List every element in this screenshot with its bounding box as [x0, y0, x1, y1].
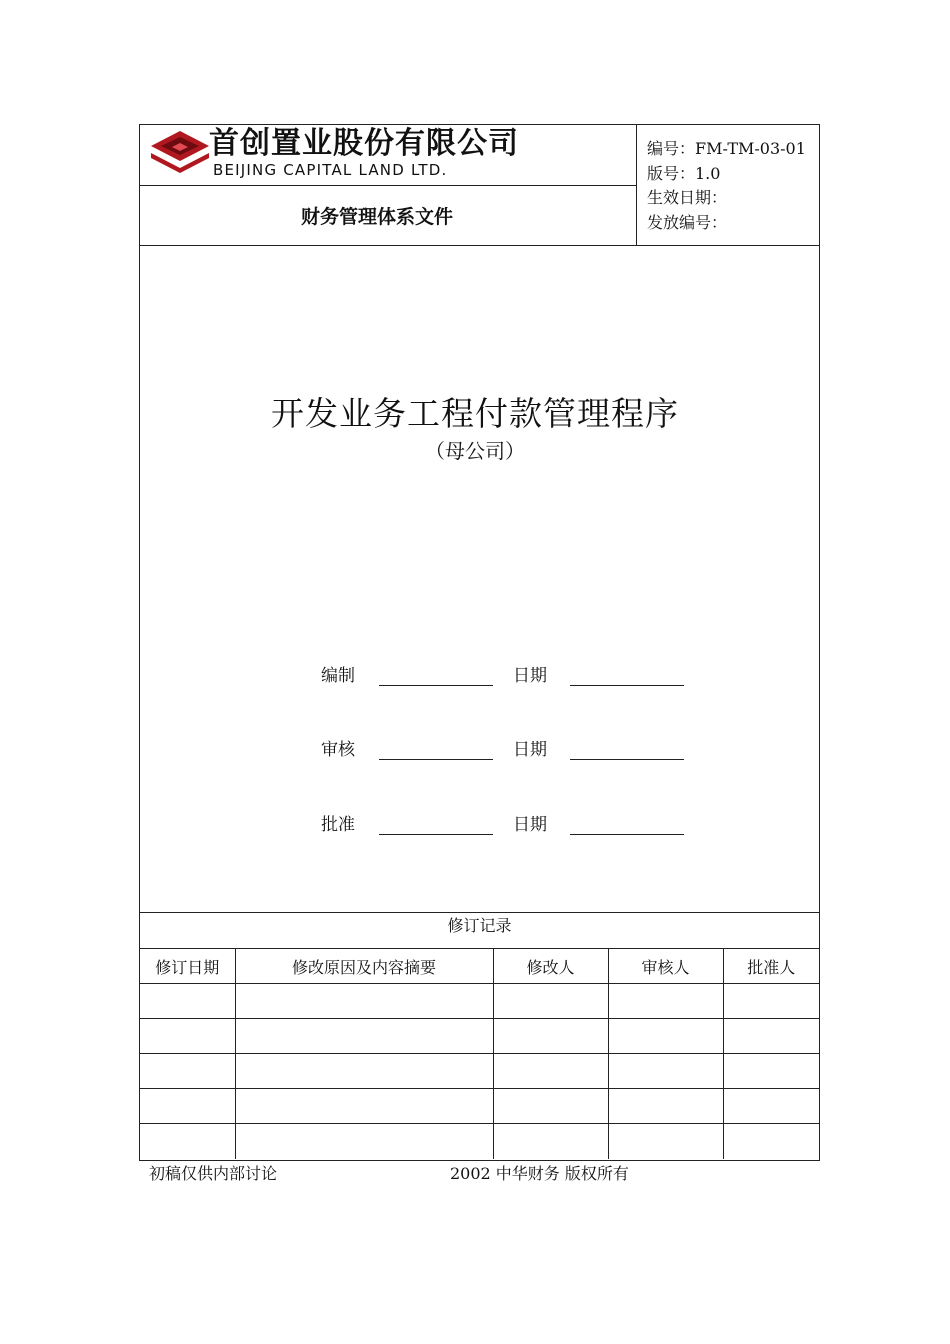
table-cell[interactable]: [140, 1054, 235, 1089]
table-cell[interactable]: [235, 1089, 493, 1124]
doc-number: 编号：FM-TM-03-01: [647, 139, 806, 158]
document-subtitle: （母公司）: [425, 439, 525, 463]
table-cell[interactable]: [493, 1054, 608, 1089]
signature-date-line[interactable]: [570, 759, 684, 760]
table-cell[interactable]: [723, 1089, 819, 1124]
company-name-en: BEIJING CAPITAL LAND LTD.: [213, 161, 448, 179]
signature-date-line[interactable]: [570, 685, 684, 686]
revision-header-approver: 批准人: [723, 949, 819, 984]
table-cell[interactable]: [140, 1019, 235, 1054]
table-cell[interactable]: [140, 1124, 235, 1159]
table-row: [140, 1089, 819, 1124]
company-name-cn: 首创置业股份有限公司: [209, 126, 519, 161]
table-cell[interactable]: [235, 1054, 493, 1089]
logo-cell: [140, 125, 637, 186]
system-name: 财务管理体系文件: [300, 206, 453, 228]
footer-draft-note: 初稿仅供内部讨论: [149, 1164, 278, 1183]
revision-header-date: 修订日期: [140, 949, 235, 984]
issue-number: 发放编号：: [647, 212, 728, 232]
signature-name-line[interactable]: [379, 834, 493, 835]
table-cell[interactable]: [723, 984, 819, 1019]
revision-header-modifier: 修改人: [493, 949, 608, 984]
table-row: [140, 1019, 819, 1054]
document-title: 开发业务工程付款管理程序: [271, 394, 679, 433]
table-cell[interactable]: [723, 1054, 819, 1089]
document-frame: [139, 124, 820, 1161]
revision-header-reason: 修改原因及内容摘要: [235, 949, 493, 984]
table-cell[interactable]: [235, 1124, 493, 1159]
system-name-cell: [140, 186, 637, 246]
table-cell[interactable]: [608, 1089, 723, 1124]
company-logo-icon: [149, 129, 211, 175]
table-row: [140, 1054, 819, 1089]
table-cell[interactable]: [723, 1019, 819, 1054]
signature-date-label: 日期: [513, 815, 547, 835]
signature-date-line[interactable]: [570, 834, 684, 835]
table-cell[interactable]: [608, 1054, 723, 1089]
table-row: [140, 1124, 819, 1159]
table-cell[interactable]: [140, 984, 235, 1019]
footer-copyright: 2002 中华财务 版权所有: [450, 1164, 629, 1183]
table-cell[interactable]: [493, 1124, 608, 1159]
revision-header-row: [140, 949, 819, 984]
table-cell[interactable]: [608, 1124, 723, 1159]
table-cell[interactable]: [723, 1124, 819, 1159]
table-cell[interactable]: [493, 1019, 608, 1054]
signature-role-label: 编制: [321, 666, 355, 686]
table-cell[interactable]: [493, 984, 608, 1019]
table-cell[interactable]: [608, 984, 723, 1019]
signature-name-line[interactable]: [379, 685, 493, 686]
version-number: 版号：1.0: [647, 163, 721, 183]
table-cell[interactable]: [140, 1089, 235, 1124]
table-cell[interactable]: [608, 1019, 723, 1054]
effective-date: 生效日期：: [647, 188, 728, 207]
document-meta-cell: [637, 125, 819, 246]
revision-record-title: 修订记录: [140, 912, 819, 948]
signature-role-label: 审核: [321, 740, 355, 760]
signature-name-line[interactable]: [379, 759, 493, 760]
revision-table: [140, 948, 819, 1159]
table-cell[interactable]: [235, 984, 493, 1019]
table-cell[interactable]: [493, 1089, 608, 1124]
revision-header-reviewer: 审核人: [608, 949, 723, 984]
signature-date-label: 日期: [513, 666, 547, 686]
signature-date-label: 日期: [513, 740, 547, 760]
table-row: [140, 984, 819, 1019]
signature-role-label: 批准: [321, 815, 355, 835]
table-cell[interactable]: [235, 1019, 493, 1054]
